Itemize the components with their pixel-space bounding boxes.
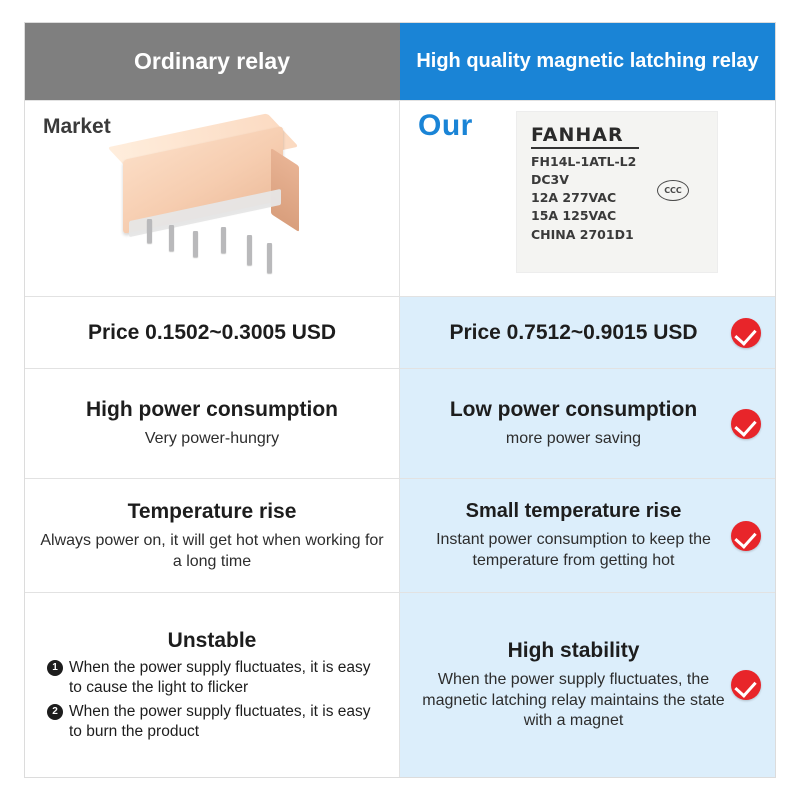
table-row — [25, 369, 775, 479]
product-label — [531, 124, 707, 264]
header-cell-magnetic — [400, 23, 775, 100]
price-right-title: Price 0.7512~0.9015 USD — [449, 320, 698, 344]
header-magnetic-label: High quality magnetic latching relay — [416, 50, 759, 72]
bullet-text: When the power supply fluctuates, it is easy to burn the product — [69, 703, 371, 741]
bullet-text: When the power supply fluctuates, it is easy to cause the light to flicker — [69, 658, 371, 696]
table-row — [25, 593, 775, 777]
temperature-cell-ordinary — [25, 479, 400, 592]
voltage-spec: DC3V — [531, 172, 569, 188]
power-right-wrap — [400, 397, 775, 450]
ordinary-relay-photo — [85, 121, 325, 289]
brand-underline — [531, 147, 639, 149]
market-tag: Market — [43, 115, 111, 138]
list-item — [47, 658, 377, 698]
price-cell-ordinary — [25, 297, 400, 368]
stability-left-bullets — [37, 658, 387, 743]
temperature-right-title: Small temperature rise — [465, 500, 682, 523]
ccc-certification-icon: CCC — [657, 180, 689, 201]
relay-pin — [147, 219, 152, 243]
temperature-cell-magnetic — [400, 479, 775, 592]
stability-cell-ordinary — [25, 593, 400, 777]
model-number: FH14L-1ATL-L2 — [531, 154, 637, 169]
check-icon — [731, 318, 761, 348]
header-ordinary-label: Ordinary relay — [134, 48, 290, 74]
price-cell-magnetic — [400, 297, 775, 368]
rating-spec-2: 15A 125VAC — [531, 208, 617, 224]
magnetic-relay-photo — [516, 111, 718, 273]
relay-pin — [267, 243, 272, 273]
origin-code: CHINA 2701D1 — [531, 226, 634, 242]
table-header-row — [25, 23, 775, 101]
relay-pin — [193, 231, 198, 257]
relay-pin — [221, 227, 226, 253]
price-right-wrap — [400, 320, 775, 345]
power-left-title: High power consumption — [86, 398, 338, 421]
stability-right-sub: When the power supply fluctuates, the magnetic latching relay maintains the state with a magnet — [422, 670, 725, 730]
temperature-right-sub: Instant power consumption to keep the temperature from getting hot — [436, 531, 711, 569]
stability-cell-magnetic — [400, 593, 775, 777]
price-left-wrap — [25, 320, 399, 345]
check-icon — [731, 521, 761, 551]
bullet-number-icon: 1 — [47, 660, 63, 676]
temperature-right-wrap — [400, 499, 775, 572]
power-cell-ordinary — [25, 369, 400, 478]
power-left-wrap — [25, 397, 399, 450]
price-left-title: Price 0.1502~0.3005 USD — [87, 320, 337, 344]
stability-left-title: Unstable — [167, 628, 257, 652]
power-cell-magnetic — [400, 369, 775, 478]
power-right-sub: more power saving — [505, 430, 642, 448]
temperature-left-sub: Always power on, it will get hot when working for a long time — [40, 531, 384, 570]
rating-spec-1: 12A 277VAC — [531, 190, 617, 206]
table-row — [25, 479, 775, 593]
header-cell-ordinary — [25, 23, 400, 100]
product-image-row — [25, 101, 775, 297]
brand-name: FANHAR — [531, 124, 624, 146]
check-icon — [731, 670, 761, 700]
bullet-number-icon: 2 — [47, 704, 63, 720]
check-icon — [731, 409, 761, 439]
relay-pin — [169, 225, 174, 251]
relay-pin — [247, 235, 252, 265]
image-cell-our — [400, 101, 775, 296]
our-tag: Our — [418, 109, 473, 142]
stability-right-wrap — [400, 638, 775, 733]
table-row — [25, 297, 775, 369]
temperature-left-title: Temperature rise — [127, 499, 297, 523]
stability-left-wrap — [25, 628, 399, 743]
temperature-left-wrap — [25, 499, 399, 573]
power-left-sub: Very power-hungry — [144, 430, 280, 448]
list-item — [47, 702, 377, 742]
comparison-table — [24, 22, 776, 778]
power-right-title: Low power consumption — [449, 398, 698, 421]
image-cell-market — [25, 101, 400, 296]
stability-right-title: High stability — [507, 638, 640, 662]
